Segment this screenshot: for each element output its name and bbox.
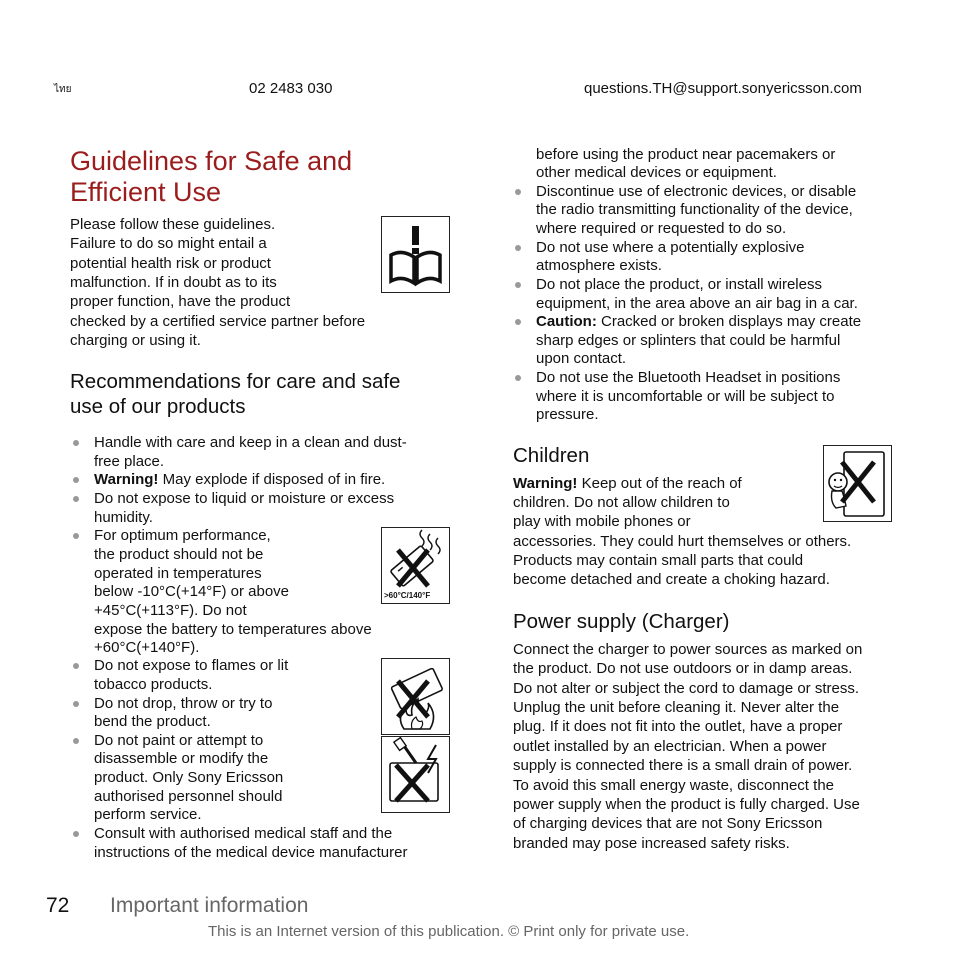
bullet-line: tobacco products. xyxy=(94,676,213,693)
bullet-line: Do not paint or attempt to xyxy=(94,732,264,749)
warning-label: Warning! xyxy=(94,471,159,488)
power-supply-heading: Power supply (Charger) xyxy=(513,610,730,633)
power-line: Do not alter or subject the cord to damage or stress. xyxy=(513,680,860,697)
bullet-icon xyxy=(73,701,79,707)
children-line: Products may contain small parts that could xyxy=(513,552,804,569)
intro-line: malfunction. If in doubt as to its xyxy=(70,274,277,291)
bullet-line: free place. xyxy=(94,453,165,470)
bullet-line: the radio transmitting functionality of the device, xyxy=(536,201,853,218)
children-line: children. Do not allow children to xyxy=(513,494,730,511)
bullet-icon xyxy=(73,831,79,837)
power-line: plug. If it does not fit into the outlet, have a proper xyxy=(513,718,843,735)
bullet-icon xyxy=(515,375,521,381)
bullet-text: May explode if disposed of in fire. xyxy=(158,471,386,488)
recommendations-heading-line1: Recommendations for care and safe xyxy=(70,370,401,393)
intro-line: checked by a certified service partner before xyxy=(70,313,366,330)
bullet-icon xyxy=(73,663,79,669)
bullet-line: instructions of the medical device manufacturer xyxy=(94,844,408,861)
bullet-line: where it is uncomfortable or will be subject to xyxy=(536,388,835,405)
bullet-line: Do not use where a potentially explosive xyxy=(536,239,805,256)
bullet-line: Do not place the product, or install wireless xyxy=(536,276,822,293)
children-line: play with mobile phones or xyxy=(513,513,691,530)
bullet-line: sharp edges or splinters that could be harmful xyxy=(536,332,841,349)
support-phone: 02 2483 030 xyxy=(249,80,333,97)
temperature-icon-label: >60°C/140°F xyxy=(384,591,431,600)
bullet-line: other medical devices or equipment. xyxy=(536,164,777,181)
bullet-icon xyxy=(515,189,521,195)
power-line: branded may pose increased safety risks. xyxy=(513,835,790,852)
bullet-line: Do not use the Bluetooth Headset in positions xyxy=(536,369,841,386)
intro-line: potential health risk or product xyxy=(70,255,271,272)
bullet-icon xyxy=(73,496,79,502)
bullet-icon xyxy=(73,440,79,446)
read-instructions-icon xyxy=(381,216,450,293)
intro-line: proper function, have the product xyxy=(70,293,291,310)
bullet-line: the product should not be xyxy=(94,546,264,563)
bullet-line: equipment, in the area above an air bag in a car. xyxy=(536,295,858,312)
bullet-line: Do not drop, throw or try to xyxy=(94,695,273,712)
bullet-line: atmosphere exists. xyxy=(536,257,662,274)
power-line: Unplug the unit before cleaning it. Never alter the xyxy=(513,699,840,716)
bullet-line: product. Only Sony Ericsson xyxy=(94,769,284,786)
no-disassemble-icon xyxy=(381,736,450,813)
recommendations-heading-line2: use of our products xyxy=(70,395,246,418)
power-line: of charging devices that are not Sony Ericsson xyxy=(513,815,823,832)
power-line: Connect the charger to power sources as marked on xyxy=(513,641,863,658)
bullet-line: Handle with care and keep in a clean and dust- xyxy=(94,434,407,451)
bullet-line: expose the battery to temperatures above xyxy=(94,621,372,638)
bullet-line: upon contact. xyxy=(536,350,627,367)
page-number: 72 xyxy=(46,894,70,917)
bullet-icon xyxy=(515,282,521,288)
high-temperature-icon xyxy=(381,527,450,604)
intro-line: Please follow these guidelines. xyxy=(70,216,276,233)
page-title xyxy=(70,146,352,208)
bullet-line: disassemble or modify the xyxy=(94,750,269,767)
children-line: become detached and create a choking hazard. xyxy=(513,571,830,588)
warning-label: Warning! xyxy=(513,475,578,492)
power-line: power supply when the product is fully charged. Use xyxy=(513,796,860,813)
bullet-line: below -10°C(+14°F) or above xyxy=(94,583,290,600)
bullet-icon xyxy=(73,533,79,539)
bullet-line: bend the product. xyxy=(94,713,211,730)
bullet-icon xyxy=(515,319,521,325)
bullet-line: For optimum performance, xyxy=(94,527,271,544)
power-line: To avoid this small energy waste, disconnect the xyxy=(513,777,834,794)
bullet-icon xyxy=(73,738,79,744)
children-text: Keep out of the reach of xyxy=(577,475,742,492)
bullet-line: +45°C(+113°F). Do not xyxy=(94,602,247,619)
page-title-line2: Efficient Use xyxy=(70,177,222,207)
bullet-line xyxy=(94,470,385,489)
bullet-icon xyxy=(73,477,79,483)
support-email: questions.TH@support.sonyericsson.com xyxy=(584,80,862,97)
page-title-line1: Guidelines for Safe and xyxy=(70,146,353,176)
bullet-line xyxy=(536,312,861,331)
children-line xyxy=(513,474,742,493)
bullet-line: where required or requested to do so. xyxy=(536,220,787,237)
bullet-line: operated in temperatures xyxy=(94,565,262,582)
caution-label: Caution: xyxy=(536,313,597,330)
bullet-line: Consult with authorised medical staff and the xyxy=(94,825,393,842)
language-label: ไทย xyxy=(54,84,72,95)
intro-line: Failure to do so might entail a xyxy=(70,235,267,252)
bullet-line: perform service. xyxy=(94,806,202,823)
intro-line: charging or using it. xyxy=(70,332,201,349)
children-line: accessories. They could hurt themselves or others. xyxy=(513,533,852,550)
power-line: outlet installed by an electrician. When a power xyxy=(513,738,827,755)
recommendations-heading xyxy=(70,369,400,419)
bullet-line: Do not expose to flames or lit xyxy=(94,657,289,674)
bullet-line: Do not expose to liquid or moisture or excess xyxy=(94,490,395,507)
bullet-line: Discontinue use of electronic devices, or disable xyxy=(536,183,857,200)
bullet-text: Cracked or broken displays may create xyxy=(596,313,862,330)
section-title: Important information xyxy=(110,894,309,917)
bullet-icon xyxy=(515,245,521,251)
bullet-line: authorised personnel should xyxy=(94,788,283,805)
power-line: supply is connected there is a small drain of power. xyxy=(513,757,853,774)
bullet-line: humidity. xyxy=(94,509,153,526)
print-notice: This is an Internet version of this publication. © Print only for private use. xyxy=(208,923,690,940)
bullet-line: pressure. xyxy=(536,406,599,423)
no-fire-icon xyxy=(381,658,450,735)
bullet-line: before using the product near pacemakers or xyxy=(536,146,836,163)
power-line: the product. Do not use outdoors or in damp areas. xyxy=(513,660,853,677)
bullet-line: +60°C(+140°F). xyxy=(94,639,200,656)
children-heading: Children xyxy=(513,444,590,467)
keep-away-from-children-icon xyxy=(823,445,892,522)
